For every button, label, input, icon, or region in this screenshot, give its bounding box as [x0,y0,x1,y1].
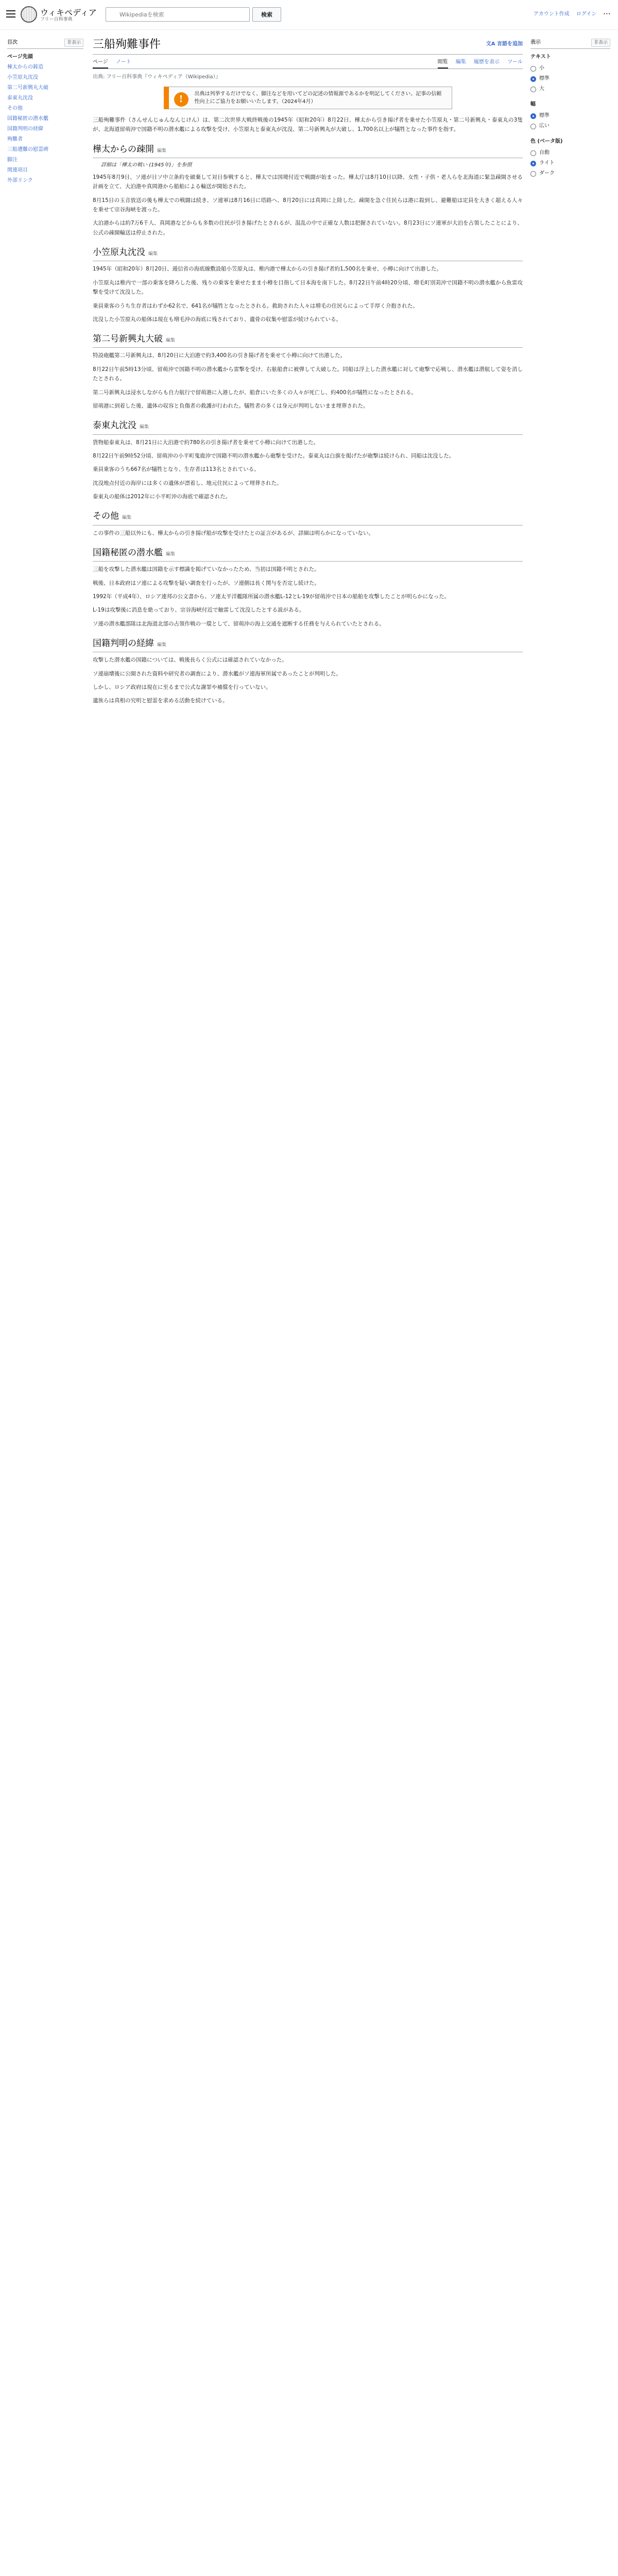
paragraph: 第二号新興丸は浸水しながらも自力航行で留萌港に入港したが、船倉にいた多くの人々が死亡し、約400名が犠牲になったとされる。 [93,389,417,396]
color-title: 色 (ベータ版) [530,139,563,145]
paragraph: 1945年（昭和20年）8月20日、逓信省の海底線敷設船小笠原丸は、稚内港で樺太からの引き揚げ者約1,500名を乗せ、小樽に向けて出港した。 [93,266,442,273]
width-title: 幅 [530,101,536,108]
width-option-label: 標準 [539,113,550,119]
section-heading [93,332,523,348]
toc-item[interactable]: 泰東丸沈没 [7,95,33,101]
paragraph: 沈没した小笠原丸の船体は現在も増毛沖の海底に残されており、遺骨の収集や慰霊が続けられている。 [93,316,341,323]
text-size-option[interactable] [530,63,610,74]
section-heading [93,637,523,652]
tab-page[interactable]: ページ [93,59,108,69]
section-edit-link[interactable]: 編集 [148,251,158,257]
login-link[interactable]: ログイン [576,11,597,17]
section-heading-text: その他 [93,511,119,522]
paragraph: ソ連崩壊後に公開された資料や研究者の調査により、潜水艦がソ連海軍所属であったことが判明した。 [93,670,341,677]
section-heading-text: 小笠原丸沈没 [93,247,145,258]
section-heading [93,546,523,562]
color-option[interactable] [530,158,610,168]
paragraph: 遺族らは真相の究明と慰霊を求める活動を続けている。 [93,698,228,704]
radio-icon[interactable] [530,161,536,166]
tab-edit[interactable]: 編集 [455,59,466,65]
appearance-title: 表示 [530,40,541,45]
paragraph: 三船を攻撃した潜水艦は国籍を示す標識を掲げていなかったため、当初は国籍不明とされた。 [93,566,320,573]
toc-item[interactable]: 小笠原丸沈没 [7,75,38,81]
article-source-line: 出典: フリー百科事典『ウィキペディア（Wikipedia）』 [93,74,221,80]
create-account-link[interactable]: アカウント作成 [533,11,570,17]
paragraph: 8月22日午前5時13分頃、留萌沖で国籍不明の潜水艦から雷撃を受け、右舷船倉に被弾して大破した。同船は浮上した潜水艦に対して砲撃で応戦し、潜水艦は潜航して姿を消したとされる。 [93,366,523,382]
text-size-option-label: 小 [539,65,544,72]
tab-tools[interactable]: ツール [507,59,523,65]
paragraph: 攻撃した潜水艦の国籍については、戦後長らく公式には確認されていなかった。 [93,657,287,664]
text-size-option-label: 大 [539,86,544,92]
color-option-label: ダーク [539,171,555,177]
section-heading-text: 国籍秘匿の潜水艦 [93,547,163,558]
paragraph: 沈没地点付近の海岸には多くの遺体が漂着し、地元住民によって埋葬された。 [93,480,282,486]
site-header [0,0,618,30]
paragraph: 乗員乗客のうち生存者はわずか62名で、641名が犠牲となったとされる。救助された人々は増毛の住民らによって手厚く介抱された。 [93,302,418,309]
section-heading-text: 樺太からの疎開 [93,144,154,155]
citation-notice [164,87,452,109]
radio-icon[interactable] [530,66,536,72]
width-option[interactable] [530,111,610,121]
toc-item[interactable]: その他 [7,106,23,112]
section-heading-text: 第二号新興丸大破 [93,334,163,345]
radio-icon[interactable] [530,150,536,156]
page-title: 三船殉難事件 [93,38,161,51]
section-edit-link[interactable]: 編集 [157,642,167,648]
toc-item[interactable]: 関連項目 [7,167,28,174]
section-heading [93,419,523,434]
paragraph: この事件の三船以外にも、樺太からの引き揚げ船が攻撃を受けたとの証言があるが、詳細は明らかになっていない。 [93,530,374,536]
appearance-hide-button[interactable]: 非表示 [591,39,610,47]
tab-talk[interactable]: ノート [116,59,131,65]
section-heading-text: 国籍判明の経緯 [93,638,154,649]
color-option-label: ライト [539,160,555,166]
site-logo[interactable] [21,5,98,25]
tab-history[interactable]: 履歴を表示 [474,59,500,65]
main-menu-icon[interactable] [6,10,15,18]
paragraph: 大泊港からは約7万6千人、真岡港などからも多数の住民が引き揚げたとされるが、混乱の中で正確な人数は把握されていない。8月23日にソ連軍が大泊を占領したことにより、公式の疎開輸送は停止された。 [93,220,523,236]
article-content [93,37,523,710]
paragraph: 8月15日の玉音放送の後も樺太での戦闘は続き、ソ連軍は8月16日に塔路へ、8月20日には真岡に上陸した。疎開を急ぐ住民らは港に殺到し、避難船は定員を大きく超える人々を乗せて宗谷海峡を渡った。 [93,197,523,213]
section-heading [93,246,523,261]
hatnote: 詳細は「樺太の戦い (1945年)」を参照 [101,162,192,168]
text-size-option[interactable] [530,74,610,84]
toc-item[interactable]: 外部リンク [7,178,33,184]
paragraph: L-19は攻撃後に消息を絶っており、宗谷海峡付近で触雷して沈没したとする説がある。 [93,607,305,614]
text-size-option[interactable] [530,84,610,94]
section-edit-link[interactable]: 編集 [157,148,167,154]
toc-item[interactable]: 第二号新興丸大破 [7,85,48,91]
paragraph: 泰東丸の船体は2012年に小平町沖の海底で確認された。 [93,494,231,500]
toc-item[interactable]: 殉難者 [7,137,23,143]
color-option[interactable] [530,168,610,179]
page-tabs [93,55,523,69]
paragraph: しかし、ロシア政府は現在に至るまで公式な謝罪や補償を行っていない。 [93,684,271,690]
search-button[interactable]: 検索 [252,7,281,22]
width-option[interactable] [530,121,610,131]
color-group [530,138,610,179]
paragraph: 8月22日午前9時52分頃、留萌沖の小平町鬼鹿沖で国籍不明の潜水艦から砲撃を受けた。泰東丸は白旗を掲げたが砲撃は続けられ、同船は沈没した。 [93,452,455,459]
add-language-label: 言語を追加 [497,41,523,47]
appearance-panel [530,39,610,185]
paragraph: ソ連の潜水艦部隊は北海道北部の占領作戦の一環として、留萌沖の海上交通を遮断する任務を与えられていたとされる。 [93,620,385,627]
radio-icon[interactable] [530,87,536,92]
text-size-title: テキスト [530,54,551,60]
toc-item[interactable]: 国籍秘匿の潜水艦 [7,116,48,122]
radio-icon[interactable] [530,113,536,119]
site-name: ウィキペディア [40,8,97,18]
paragraph: 小笠原丸は稚内で一部の乗客を降ろした後、残りの乗客を乗せたまま小樽を目指して日本海を南下した。8月22日午前4時20分頃、増毛町別苅沖で国籍不明の潜水艦から魚雷攻撃を受けて沈没した。 [93,279,523,296]
toc-item[interactable]: 三船遭難の慰霊碑 [7,147,48,153]
paragraph: 1945年8月9日、ソ連が日ソ中立条約を破棄して対日参戦すると、樺太では国境付近で戦闘が始まった。樺太庁は8月10日以降、女性・子供・老人らを北海道に緊急疎開させる計画を立て、大泊港や真岡港から船舶による輸送が開始された。 [93,174,523,190]
lead-paragraph: 三船殉難事件（さんせんじゅんなんじけん）は、第二次世界大戦終戦後の1945年（昭和20年）8月22日、樺太から引き揚げ者を乗せた小笠原丸・第二号新興丸・泰東丸の3隻が、北海道留萌沖で国籍不明の潜水艦による攻撃を受け、小笠原丸と泰東丸が沈没、第二号新興丸が大破し、1,700名以上が犠牲となった事件を指す。 [93,117,523,133]
width-option-label: 広い [539,123,550,129]
more-options-icon[interactable]: ··· [603,11,611,17]
citation-notice-text: 出典は列挙するだけでなく、脚注などを用いてどの記述の情報源であるかを明記してください。記事の信頼性向上にご協力をお願いいたします。（2024年4月） [194,91,442,105]
color-option[interactable] [530,148,610,158]
section-edit-link[interactable]: 編集 [122,515,132,521]
color-option-label: 自動 [539,150,550,156]
add-language-button[interactable] [486,40,523,48]
toc-item[interactable]: 脚注 [7,157,18,163]
radio-icon[interactable] [530,124,536,129]
radio-icon[interactable] [530,171,536,177]
language-icon: 文A [486,41,497,47]
section-edit-link[interactable]: 編集 [166,551,176,557]
tab-read[interactable]: 閲覧 [438,59,448,69]
radio-icon[interactable] [530,76,536,82]
paragraph: 特設砲艦第二号新興丸は、8月20日に大泊港で約3,400名の引き揚げ者を乗せて小樽に向けて出港した。 [93,352,346,359]
wikipedia-globe-icon [21,6,37,23]
paragraph: 乗員乗客のうち667名が犠牲となり、生存者は113名とされている。 [93,466,260,473]
section-heading-text: 泰東丸沈没 [93,420,136,431]
toc-item[interactable]: 棟太からの鋳造 [7,64,43,71]
paragraph: 留萌港に到着した後、遺体の収容と負傷者の救護が行われた。犠牲者の多くは身元が判明しないまま埋葬された。 [93,402,369,409]
table-of-contents [7,39,83,186]
section-heading [93,143,523,158]
toc-item[interactable]: ページ先頭 [7,54,33,60]
user-links [528,10,611,19]
toc-item[interactable]: 国籍判明の経緯 [7,126,43,132]
site-tagline: フリー百科事典 [40,17,73,22]
toc-hide-button[interactable]: 非表示 [64,39,83,47]
section-edit-link[interactable]: 編集 [166,338,176,344]
search-input[interactable] [106,7,250,22]
paragraph: 戦後、日本政府はソ連による攻撃を疑い調査を行ったが、ソ連側は長く関与を否定し続けた。 [93,580,320,586]
text-size-option-label: 標準 [539,76,550,82]
toc-title: 目次 [7,40,18,45]
paragraph: 1992年（平成4年）、ロシア連邦の公文書から、ソ連太平洋艦隊所属の潜水艦L-12とL-19が留萌沖で日本の船舶を攻撃したことが明らかになった。 [93,593,450,600]
section-heading [93,510,523,525]
section-edit-link[interactable]: 編集 [140,425,149,430]
text-size-group [530,53,610,94]
paragraph: 貨物船泰東丸は、8月21日に大泊港で約780名の引き揚げ者を乗せて小樽に向けて出港した。 [93,439,319,446]
width-group [530,100,610,131]
warning-icon: ! [174,92,188,107]
